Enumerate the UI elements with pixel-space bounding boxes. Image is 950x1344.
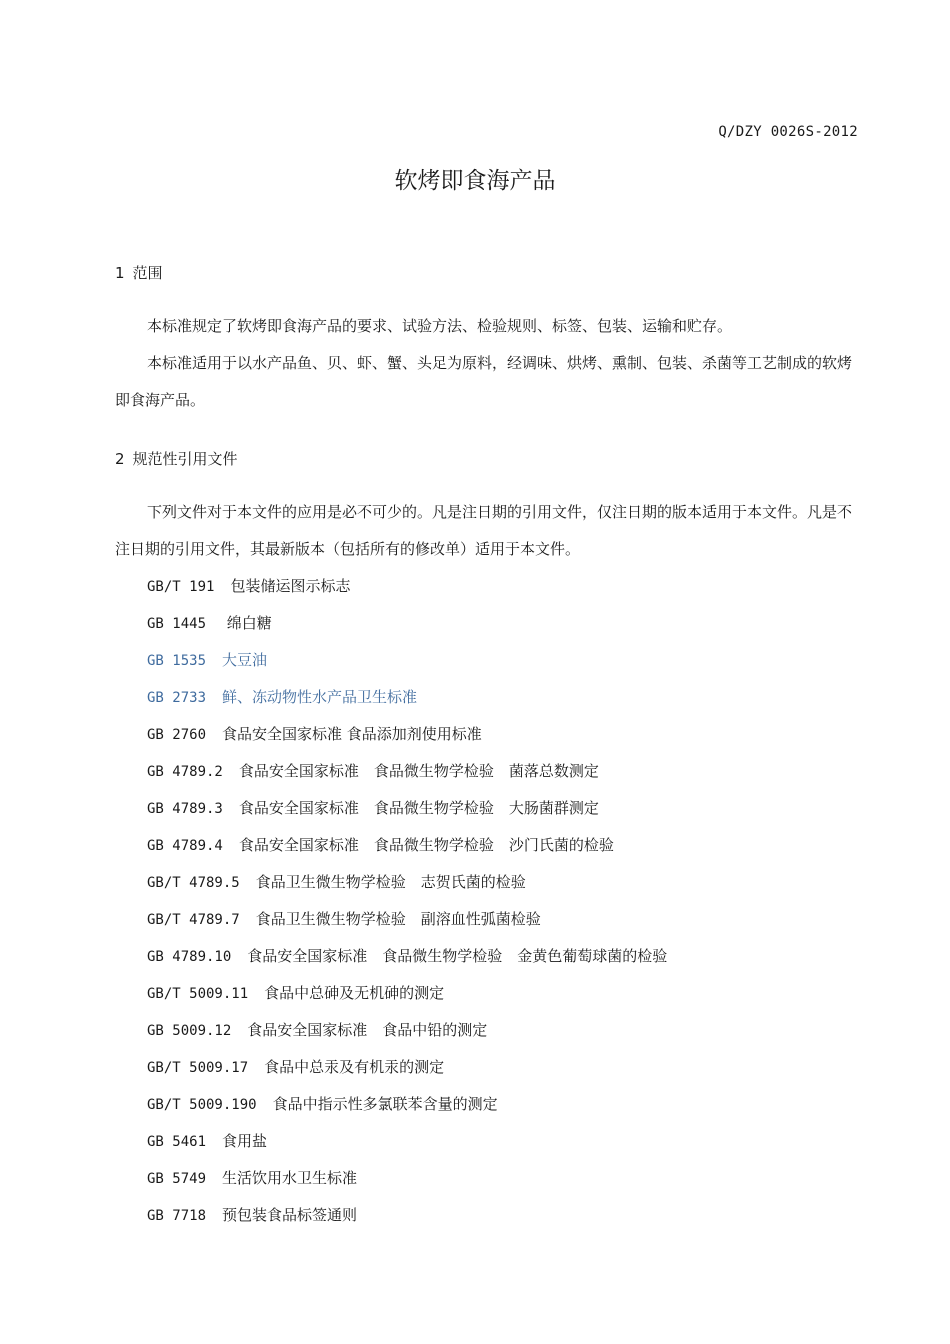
section-number: 1	[115, 264, 125, 282]
reference-title: 食品中指示性多氯联苯含量的测定	[272, 1095, 498, 1113]
reference-item	[147, 716, 667, 753]
reference-code: GB 4789.10	[147, 949, 232, 965]
scope-paragraph-2: 本标准适用于以水产品鱼、贝、虾、蟹、头足为原料，经调味、烘烤、熏制、包装、杀菌等工艺制成的软烤即食海产品。	[115, 354, 853, 409]
reference-code: GB/T 4789.7	[147, 912, 240, 928]
reference-title: 大豆油	[222, 651, 268, 669]
reference-title: 预包装食品标签通则	[222, 1206, 358, 1224]
reference-code: GB/T 5009.17	[147, 1060, 249, 1076]
reference-code: GB 5749	[147, 1171, 207, 1187]
reference-code: GB 1445	[147, 616, 207, 632]
reference-item	[147, 827, 667, 864]
reference-item	[147, 1012, 667, 1049]
reference-code: GB 5461	[147, 1134, 207, 1150]
reference-item	[147, 901, 667, 938]
reference-item-link[interactable]	[147, 679, 667, 716]
reference-item-link[interactable]	[147, 642, 667, 679]
reference-item	[147, 605, 667, 642]
reference-item	[147, 975, 667, 1012]
reference-code: GB 4789.3	[147, 801, 223, 817]
reference-title: 食品中总汞及有机汞的测定	[264, 1058, 445, 1076]
document-title: 软烤即食海产品	[394, 168, 556, 194]
reference-code: GB 2760	[147, 727, 207, 743]
reference-title: 食品安全国家标准 食品微生物学检验 大肠菌群测定	[238, 799, 599, 817]
reference-code: GB 7718	[147, 1208, 207, 1224]
reference-title: 绵白糖	[222, 614, 272, 632]
reference-item	[147, 1049, 667, 1086]
reference-title: 食品安全国家标准 食品微生物学检验 沙门氏菌的检验	[238, 836, 614, 854]
reference-title: 食品安全国家标准 食品添加剂使用标准	[222, 725, 482, 743]
reference-code: GB/T 5009.11	[147, 986, 249, 1002]
reference-title: 食用盐	[222, 1132, 268, 1150]
section-number: 2	[115, 450, 125, 468]
reference-list	[147, 568, 667, 1234]
reference-code: GB 5009.12	[147, 1023, 232, 1039]
reference-item	[147, 1086, 667, 1123]
references-intro-paragraph: 下列文件对于本文件的应用是必不可少的。凡是注日期的引用文件，仅注日期的版本适用于本文件。凡是不注日期的引用文件，其最新版本（包括所有的修改单）适用于本文件。	[115, 503, 853, 558]
reference-title: 生活饮用水卫生标准	[222, 1169, 358, 1187]
reference-code: GB 4789.2	[147, 764, 223, 780]
reference-title: 食品卫生微生物学检验 副溶血性弧菌检验	[255, 910, 541, 928]
reference-item	[147, 864, 667, 901]
reference-code: GB 4789.4	[147, 838, 223, 854]
reference-item	[147, 568, 667, 605]
reference-title: 食品卫生微生物学检验 志贺氏菌的检验	[255, 873, 526, 891]
reference-title: 鲜、冻动物性水产品卫生标准	[222, 688, 418, 706]
reference-item	[147, 790, 667, 827]
document-code: Q/DZY 0026S-2012	[718, 124, 858, 140]
section-title: 规范性引用文件	[132, 450, 238, 468]
reference-item	[147, 1197, 667, 1234]
reference-item	[147, 1123, 667, 1160]
reference-code: GB/T 191	[147, 579, 215, 595]
reference-title: 食品安全国家标准 食品中铅的测定	[247, 1021, 488, 1039]
reference-item	[147, 1160, 667, 1197]
scope-paragraph-1: 本标准规定了软烤即食海产品的要求、试验方法、检验规则、标签、包装、运输和贮存。	[147, 317, 733, 335]
reference-title: 食品中总砷及无机砷的测定	[264, 984, 445, 1002]
section-heading-normative-references	[115, 448, 238, 469]
section-heading-scope	[115, 262, 163, 283]
reference-item	[147, 938, 667, 975]
reference-title: 食品安全国家标准 食品微生物学检验 菌落总数测定	[238, 762, 599, 780]
reference-title: 食品安全国家标准 食品微生物学检验 金黄色葡萄球菌的检验	[247, 947, 668, 965]
reference-title: 包装储运图示标志	[230, 577, 351, 595]
section-title: 范围	[132, 264, 163, 282]
reference-code: GB/T 4789.5	[147, 875, 240, 891]
reference-code: GB 1535	[147, 653, 207, 669]
reference-code: GB 2733	[147, 690, 207, 706]
reference-item	[147, 753, 667, 790]
reference-code: GB/T 5009.190	[147, 1097, 257, 1113]
